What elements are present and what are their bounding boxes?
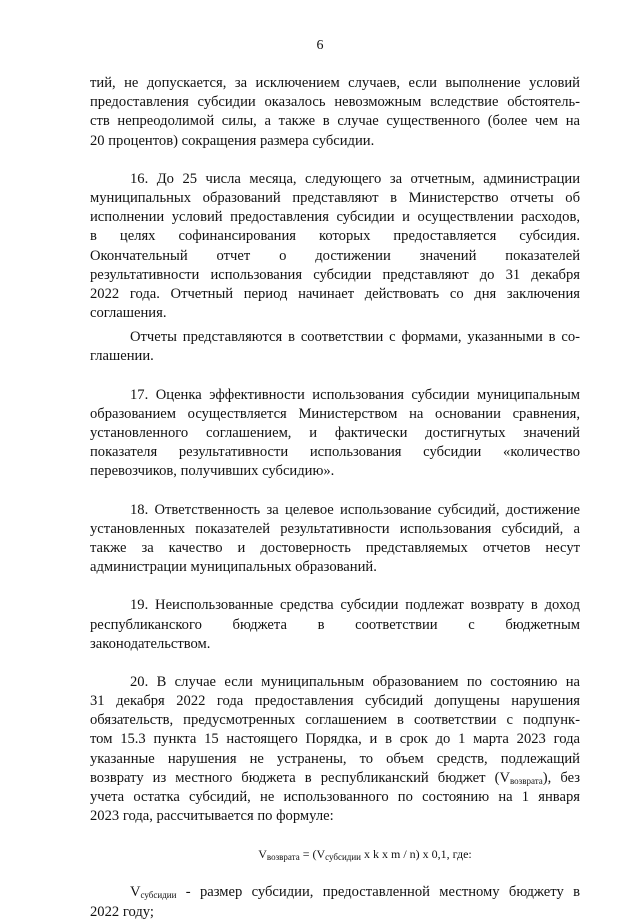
text-line: образованием осуществляется Министерством на основании сравнения, — [90, 405, 580, 422]
text-line: обязательств, предусмотренных соглашением в соответствии с подпунк- — [90, 712, 580, 729]
text-line: тий, не допускается, за исключением случаев, если выполнение условий — [90, 75, 580, 91]
text-line: 2022 года. Отчетный период начинает действовать со дня заключения — [90, 285, 580, 302]
text-line: результативности использования субсидии представляют до 31 декабря — [90, 266, 580, 283]
paragraph-16 — [90, 170, 580, 324]
text-line: 20 процентов) сокращения размера субсидии. — [90, 132, 375, 149]
text-line: в целях софинансирования которых предоставляется субсидия. — [90, 228, 580, 245]
subscript: субсидии — [140, 890, 177, 901]
paragraph-18 — [90, 501, 580, 578]
paragraph-15-continuation — [90, 74, 580, 151]
text-line: республиканского бюджета в соответствии с бюджетным — [90, 616, 580, 633]
text-line-with-subscript — [90, 769, 580, 788]
text-line-with-subscript — [90, 883, 580, 902]
text-line: учета остатка субсидий, не использованного по состоянию на 1 января — [90, 789, 580, 805]
definition — [90, 883, 580, 921]
text-line: муниципальных образований представляют в Министерство отчеты об — [90, 189, 580, 206]
text-line: перевозчиков, получивших субсидию». — [90, 463, 335, 480]
text-line: 19. Неиспользованные средства субсидии подлежат возврату в доход — [130, 597, 580, 614]
definition-var: V — [130, 884, 141, 901]
formula-text: x k x m / n) x 0,1, где: — [361, 847, 472, 862]
page-number: 6 — [316, 38, 324, 53]
text-line: 20. В случае если муниципальным образованием по состоянию на — [130, 673, 580, 690]
text-line: законодательством. — [90, 635, 211, 652]
paragraph-20 — [90, 673, 580, 827]
text-fragment: - размер субсидии, предоставленной местному бюджету в — [176, 884, 580, 901]
text-line: администрации муниципальных образований. — [90, 559, 377, 576]
paragraph-19 — [90, 596, 580, 654]
text-line: 18. Ответственность за целевое использование субсидий, достижение — [130, 501, 580, 518]
text-line: 31 декабря 2022 года предоставления субсидий допущены нарушения — [90, 693, 580, 710]
text-line: 2023 года, рассчитывается по формуле: — [90, 808, 334, 825]
formula-var: V — [258, 847, 267, 862]
formula — [90, 845, 580, 864]
text-line: Окончательный отчет о достижении значений показателей — [90, 247, 580, 264]
text-line: установленного соглашением, и фактически достигнутых значений — [90, 425, 580, 441]
paragraph-17 — [90, 386, 580, 482]
formula-subscript: возврата — [266, 852, 300, 863]
text-line: Отчеты представляются в соответствии с формами, указанными в со- — [130, 329, 580, 346]
paragraph-16-reports — [90, 328, 580, 366]
text-line: глашении. — [90, 348, 154, 365]
text-line: указанные нарушения не устранены, то объем средств, подлежащий — [90, 750, 580, 767]
text-line: исполнении условий предоставления субсидии и осуществлении расходов, — [90, 209, 580, 226]
formula-text: = (V — [299, 847, 326, 862]
text-line: 2022 году; — [90, 903, 154, 920]
text-line: 17. Оценка эффективности использования субсидии муниципальным — [130, 386, 580, 403]
text-fragment: возврату из местного бюджета в республиканский бюджет (V — [90, 769, 510, 786]
text-fragment: ), без — [542, 769, 580, 786]
text-line: соглашения. — [90, 305, 167, 322]
text-line: предоставления субсидии оказалось невозможным вследствие обстоятель- — [90, 94, 580, 111]
formula-subscript: субсидии — [325, 852, 361, 863]
document-body — [90, 74, 580, 922]
subscript: возврата — [509, 775, 543, 786]
text-line: показателя результативности использования субсидии «количество — [90, 444, 580, 461]
text-line: установленных показателей результативности использования субсидий, а — [90, 520, 580, 537]
text-line: 16. До 25 числа месяца, следующего за отчетным, администрации — [130, 170, 580, 187]
text-line: том 15.3 пункта 15 настоящего Порядка, и в срок до 1 марта 2023 года — [90, 731, 580, 748]
text-line: также за качество и достоверность представляемых отчетов несут — [90, 539, 580, 556]
text-line: ств непреодолимой силы, а также в случае существенного (более чем на — [90, 113, 580, 130]
